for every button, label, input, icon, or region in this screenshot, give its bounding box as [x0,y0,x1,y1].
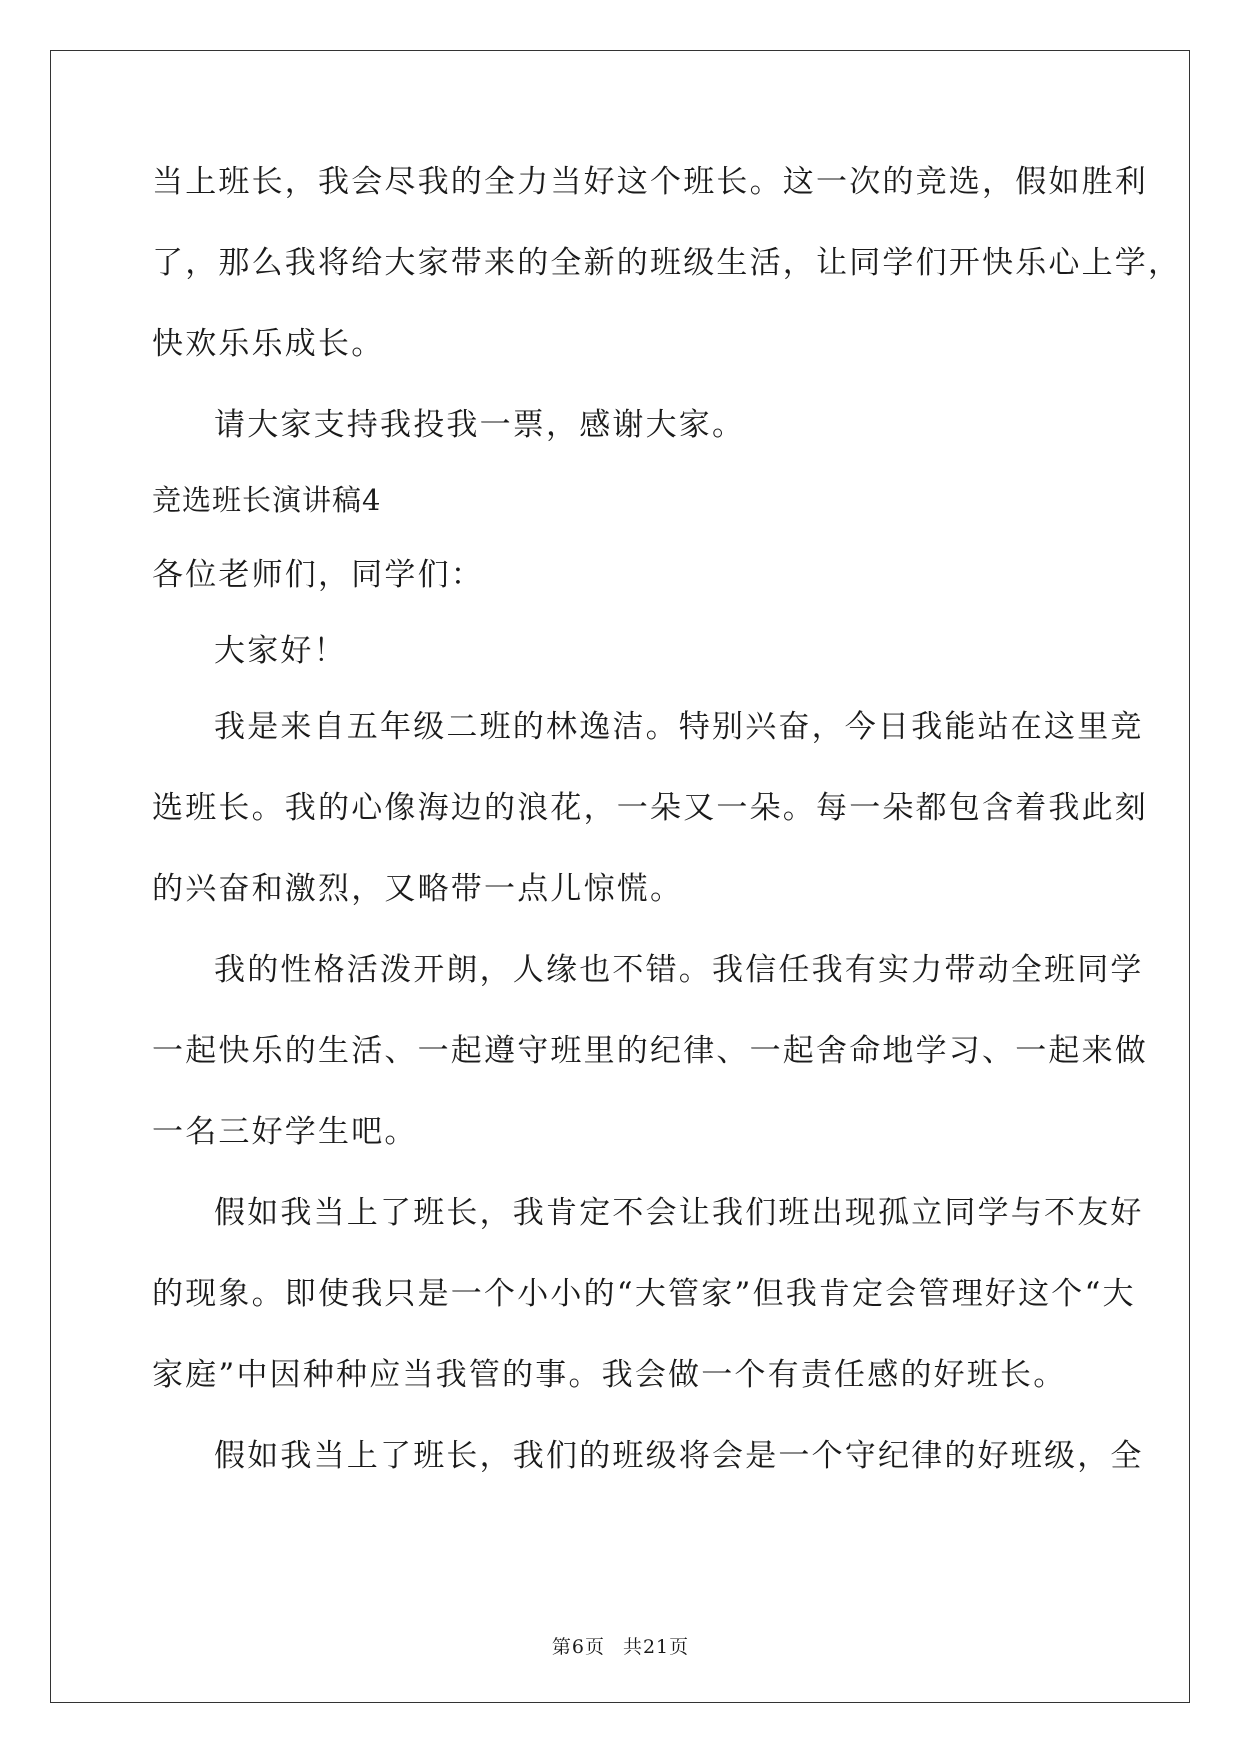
text-line: 快欢乐乐成长。 [152,326,385,362]
page-number: 第6页 [551,1636,605,1658]
page-footer [0,1632,1241,1659]
greeting: 大家好！ [214,633,347,669]
text-line: 当上班长，我会尽我的全力当好这个班长。这一次的竞选，假如胜利 [152,164,1148,200]
text-line: 选班长。我的心像海边的浪花，一朵又一朵。每一朵都包含着我此刻 [152,790,1148,826]
text-line: 的兴奋和激烈，又略带一点儿惊慌。 [152,871,684,907]
text-line: 了，那么我将给大家带来的全新的班级生活，让同学们开快乐心上学， [152,245,1182,281]
text-line: 的现象。即使我只是一个小小的“大管家”但我肯定会管理好这个“大 [152,1276,1136,1312]
section-heading: 竞选班长演讲稿4 [152,483,382,517]
document-body [152,162,1182,1477]
text-line: 一名三好学生吧。 [152,1114,418,1150]
page-total: 共21页 [622,1636,690,1658]
text-line: 假如我当上了班长，我肯定不会让我们班出现孤立同学与不友好 [214,1195,1144,1231]
text-line: 一起快乐的生活、一起遵守班里的纪律、一起舍命地学习、一起来做 [152,1033,1148,1069]
text-line: 我的性格活泼开朗，人缘也不错。我信任我有实力带动全班同学 [214,952,1144,988]
text-line: 我是来自五年级二班的林逸洁。特别兴奋，今日我能站在这里竞 [214,709,1144,745]
text-line: 家庭”中因种种应当我管的事。我会做一个有责任感的好班长。 [152,1357,1067,1393]
salutation: 各位老师们，同学们： [152,557,484,593]
text-line: 请大家支持我投我一票，感谢大家。 [214,407,746,443]
text-line: 假如我当上了班长，我们的班级将会是一个守纪律的好班级，全 [214,1438,1144,1474]
